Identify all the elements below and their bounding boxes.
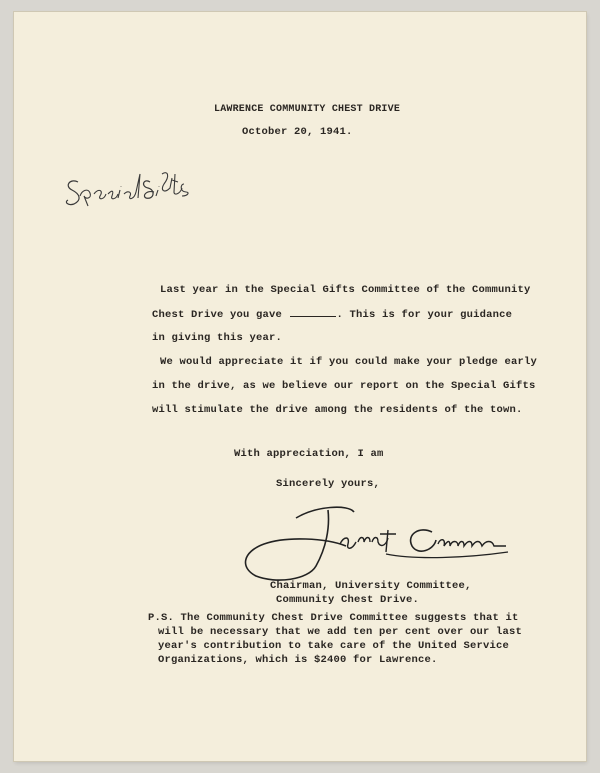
body-para2-line1: We would appreciate it if you could make your pledge early bbox=[160, 356, 538, 368]
body-para2-line2: in the drive, as we believe our report on the Special Gifts bbox=[152, 380, 536, 392]
closing-appreciation: With appreciation, I am bbox=[234, 448, 384, 460]
handwritten-special-gifts-note bbox=[60, 160, 200, 210]
letter-date: October 20, 1941. bbox=[242, 126, 353, 138]
amount-blank bbox=[290, 308, 336, 317]
signer-title-line1: Chairman, University Committee, bbox=[270, 580, 472, 592]
body-para1-line2: Chest Drive you gave . This is for your guidance bbox=[152, 309, 513, 321]
letter-title: LAWRENCE COMMUNITY CHEST DRIVE bbox=[214, 104, 401, 115]
postscript-line1: P.S. The Community Chest Drive Committee suggests that it bbox=[148, 612, 519, 624]
signer-title-line2: Community Chest Drive. bbox=[276, 594, 420, 606]
body-para2-line3: will stimulate the drive among the residents of the town. bbox=[152, 404, 523, 416]
body-para1-line1: Last year in the Special Gifts Committee of the Community bbox=[160, 284, 531, 296]
body-para1-line3: in giving this year. bbox=[152, 332, 283, 344]
handwritten-signature bbox=[236, 500, 526, 590]
postscript-line3: year's contribution to take care of the United Service bbox=[158, 640, 510, 652]
postscript-line4: Organizations, which is $2400 for Lawrence. bbox=[158, 654, 438, 666]
closing-sincerely: Sincerely yours, bbox=[276, 478, 381, 490]
postscript-line2: will be necessary that we add ten per cent over our last bbox=[158, 626, 523, 638]
